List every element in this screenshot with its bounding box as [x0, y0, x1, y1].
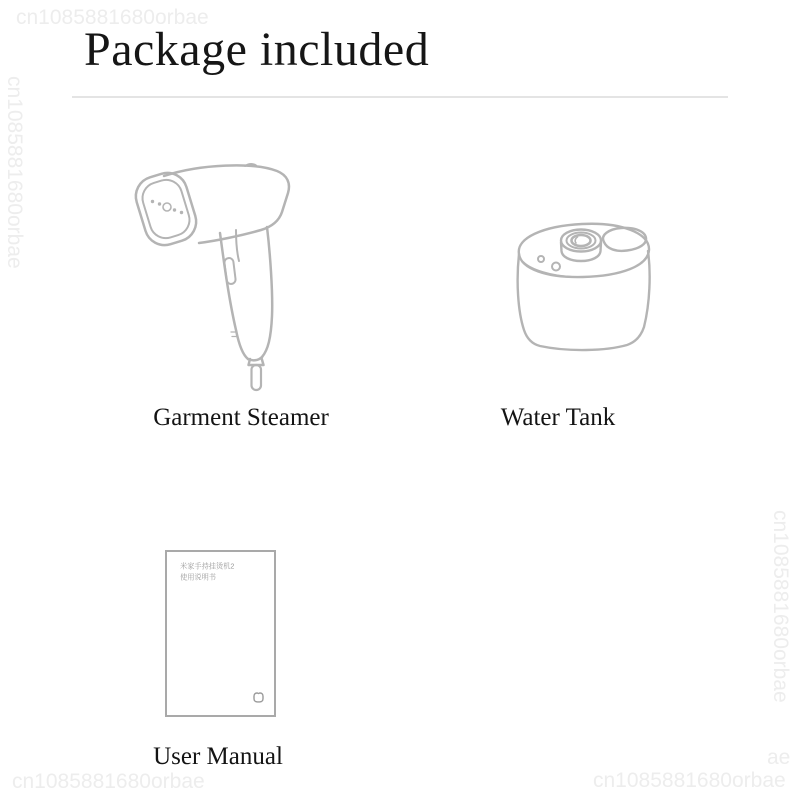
water-tank-figure	[505, 216, 657, 358]
manual-cover-line1: 米家手持挂烫机2	[180, 562, 235, 571]
garment-steamer-drawing	[128, 156, 300, 396]
mijia-logo-icon	[252, 691, 265, 704]
title-divider	[72, 96, 728, 98]
watermark-bottom-right: cn1085881680orbae	[593, 769, 786, 792]
label-garment-steamer: Garment Steamer	[153, 404, 329, 431]
watermark-right-vertical: cn1085881680orbae	[769, 510, 792, 703]
manual-cover-line2: 使用说明书	[180, 573, 216, 582]
label-water-tank: Water Tank	[500, 404, 616, 431]
garment-steamer-figure	[128, 156, 300, 396]
water-tank-drawing	[505, 216, 657, 358]
watermark-top-left: cn1085881680orbae	[16, 6, 209, 29]
steam-holes	[151, 200, 183, 214]
watermark-bottom-left: cn1085881680orbae	[12, 770, 205, 793]
manual-cover-text	[180, 562, 234, 583]
watermark-left-vertical: cn1085881680orbae	[3, 76, 26, 269]
user-manual-booklet	[165, 550, 276, 717]
label-user-manual: User Manual	[153, 743, 283, 770]
page-title: Package included	[84, 23, 430, 76]
watermark-right-fragment: ae	[767, 746, 791, 769]
